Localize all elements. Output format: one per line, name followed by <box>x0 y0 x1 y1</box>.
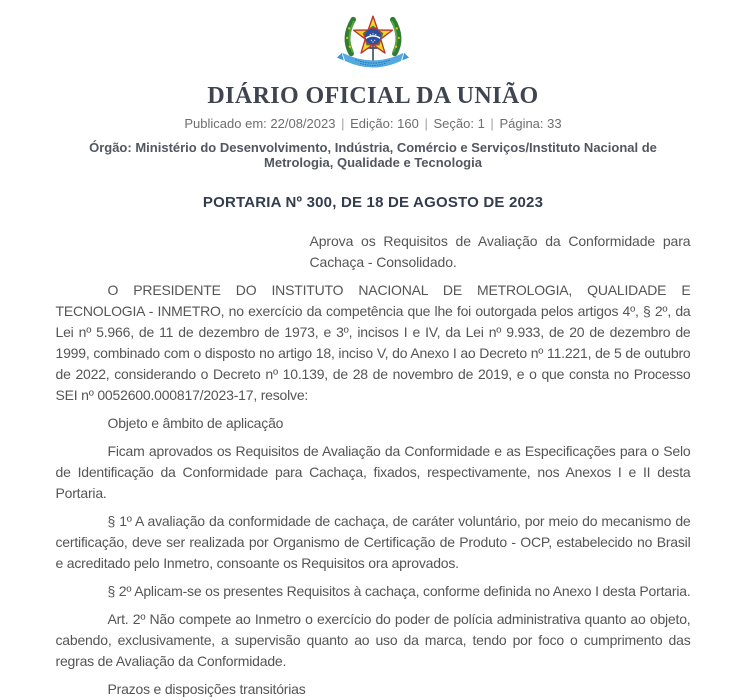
document-paragraph: Ficam aprovados os Requisitos de Avaliação da Conformidade e as Especificações para o Selo de Identificação da Conformidade para Cachaça, fixados, respectivamente, nos Anexos I e II desta Portaria. <box>55 443 691 501</box>
published-label: Publicado em: <box>184 116 267 131</box>
published-date: 22/08/2023 <box>270 116 336 131</box>
section-value: 1 <box>477 116 485 131</box>
document-paragraph: O PRESIDENTE DO INSTITUTO NACIONAL DE METROLOGIA, QUALIDADE E TECNOLOGIA - INMETRO, no exercício da competência que lhe foi outorgada pelos artigos 4º, § 2º, da Lei nº 5.966, de 11 de dezembro de 1973, e 3º, incisos I e IV, da Lei nº 9.933, de 20 de dezembro de 1999, combinado com o disposto no artigo 18, inciso V, do Anexo I ao Decreto nº 11.221, de 5 de outubro de 2022, considerando o Decreto nº 10.139, de 28 de novembro de 2019, e o que consta no Processo SEI nº 0052600.000817/2023-17, resolve: <box>55 282 691 403</box>
edition-label: Edição: <box>350 116 394 131</box>
document-paragraph: § 1º A avaliação da conformidade de cachaça, de caráter voluntário, por meio do mecanismo de certificação, deve ser realizada por Organismo de Certificação de Produto - OCP, estabelecido no Brasil e acreditado pelo Inmetro, consoante os Requisitos ora aprovados. <box>55 513 691 571</box>
gazette-content <box>56 0 691 700</box>
document-paragraph: Objeto e âmbito de aplicação <box>107 415 284 431</box>
section-label: Seção: <box>433 116 474 131</box>
ordinance-title: PORTARIA Nº 300, DE 18 DE AGOSTO DE 2023 <box>202 194 544 211</box>
ordinance-summary: Aprova os Requisitos de Avaliação da Conformidade para Cachaça - Consolidado. <box>309 233 691 270</box>
meta-separator: | <box>341 116 345 131</box>
organ-line <box>56 140 691 170</box>
edition-value: 160 <box>397 116 419 131</box>
document-body <box>56 280 691 700</box>
document-paragraph: Prazos e disposições transitórias <box>107 681 306 697</box>
page-value: 33 <box>547 116 562 131</box>
publication-meta <box>56 116 691 131</box>
brazil-coat-of-arms-icon <box>328 8 418 76</box>
meta-separator: | <box>424 116 428 131</box>
organ-label: Órgão: <box>89 140 132 155</box>
gazette-title: DIÁRIO OFICIAL DA UNIÃO <box>207 83 539 109</box>
gazette-header <box>56 8 691 170</box>
meta-separator: | <box>490 116 494 131</box>
organ-value: Ministério do Desenvolvimento, Indústria, Comércio e Serviços/Instituto Nacional de Metrologia, Qualidade e Tecnologia <box>135 140 657 170</box>
document-paragraph: Art. 2º Não compete ao Inmetro o exercício do poder de polícia administrativa quanto ao objeto, cabendo, exclusivamente, a supervisão quanto ao uso da marca, tendo por foco o cumprimento das regras de Avaliação da Conformidade. <box>55 611 691 669</box>
page-label: Página: <box>499 116 544 131</box>
document-paragraph: § 2º Aplicam-se os presentes Requisitos à cachaça, conforme definida no Anexo I desta Portaria. <box>107 583 691 599</box>
